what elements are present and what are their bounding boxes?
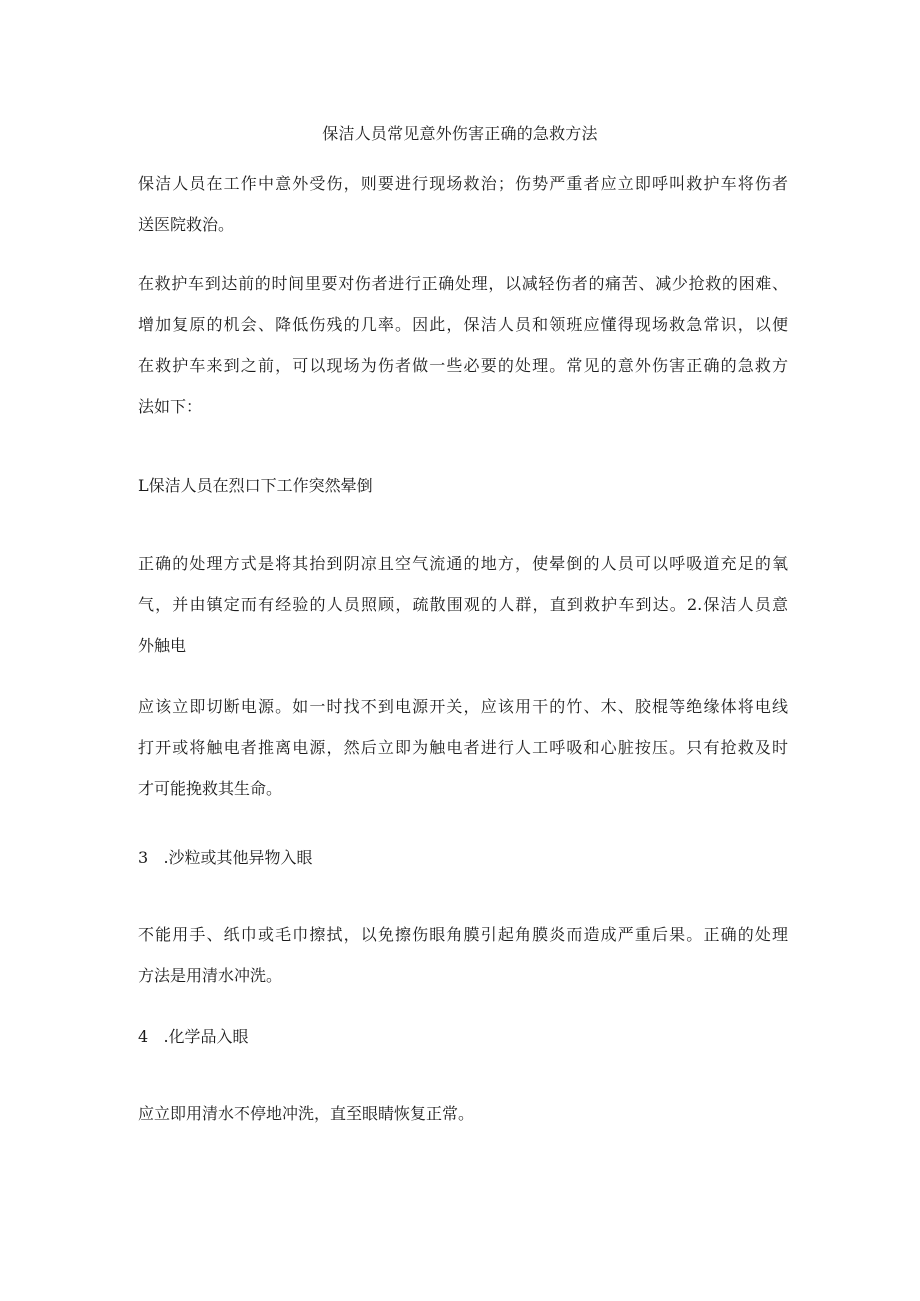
paragraph-line: 正确的处理方式是将其抬到阴凉且空气流通的地方，使晕倒的人员可以呼吸道充足的氧	[138, 554, 788, 573]
paragraph-line: 应该立即切断电源。如一时找不到电源开关，应该用干的竹、木、胶棍等绝缘体将电线	[138, 697, 788, 716]
paragraph-line: 增加复原的机会、降低伤残的几率。因此，保洁人员和领班应懂得现场救急常识，以便	[138, 315, 788, 334]
paragraph-fainting-treatment	[138, 543, 788, 666]
paragraph-line: 才可能挽救其生命。	[138, 779, 283, 798]
paragraph-line: 送医院救治。	[138, 215, 235, 234]
paragraph-line: 保洁人员在工作中意外受伤，则要进行现场救治；伤势严重者应立即呼叫救护车将伤者	[138, 174, 788, 193]
paragraph-line: 打开或将触电者推离电源，然后立即为触电者进行人工呼吸和心脏按压。只有抢救及时	[138, 738, 788, 757]
paragraph-line: 在救护车到达前的时间里要对伤者进行正确处理，以减轻伤者的痛苦、减少抢救的困难、	[138, 274, 788, 293]
paragraph-intro	[138, 163, 788, 245]
paragraph-line: 方法是用清水冲洗。	[138, 966, 283, 985]
paragraph-line: 外触电	[138, 636, 187, 655]
paragraph-before-ambulance	[138, 263, 788, 427]
heading-line: L保洁人员在烈口下工作突然晕倒	[138, 476, 373, 495]
document-title: 保洁人员常见意外伤害正确的急救方法	[322, 124, 598, 143]
section-heading-sand-in-eye	[138, 837, 788, 878]
section-heading-chemicals-in-eye	[138, 1016, 788, 1057]
section-heading-fainting	[138, 465, 788, 506]
paragraph-line: 在救护车来到之前，可以现场为伤者做一些必要的处理。常见的意外伤害正确的急救方	[138, 356, 788, 375]
paragraph-electric-shock	[138, 686, 788, 809]
paragraph-line: 法如下：	[138, 397, 203, 416]
paragraph-sand-in-eye	[138, 914, 788, 996]
paragraph-chemicals-in-eye	[138, 1093, 788, 1134]
paragraph-line: 应立即用清水不停地冲洗，直至眼睛恢复正常。	[138, 1104, 475, 1123]
paragraph-line: 不能用手、纸巾或毛巾擦拭，以免擦伤眼角膜引起角膜炎而造成严重后果。正确的处理	[138, 925, 788, 944]
paragraph-line: 气，并由镇定而有经验的人员照顾，疏散围观的人群，直到救护车到达。2.保洁人员意	[138, 595, 788, 614]
heading-line: 4 .化学品入眼	[138, 1027, 249, 1046]
heading-line: 3 .沙粒或其他异物入眼	[138, 848, 313, 867]
